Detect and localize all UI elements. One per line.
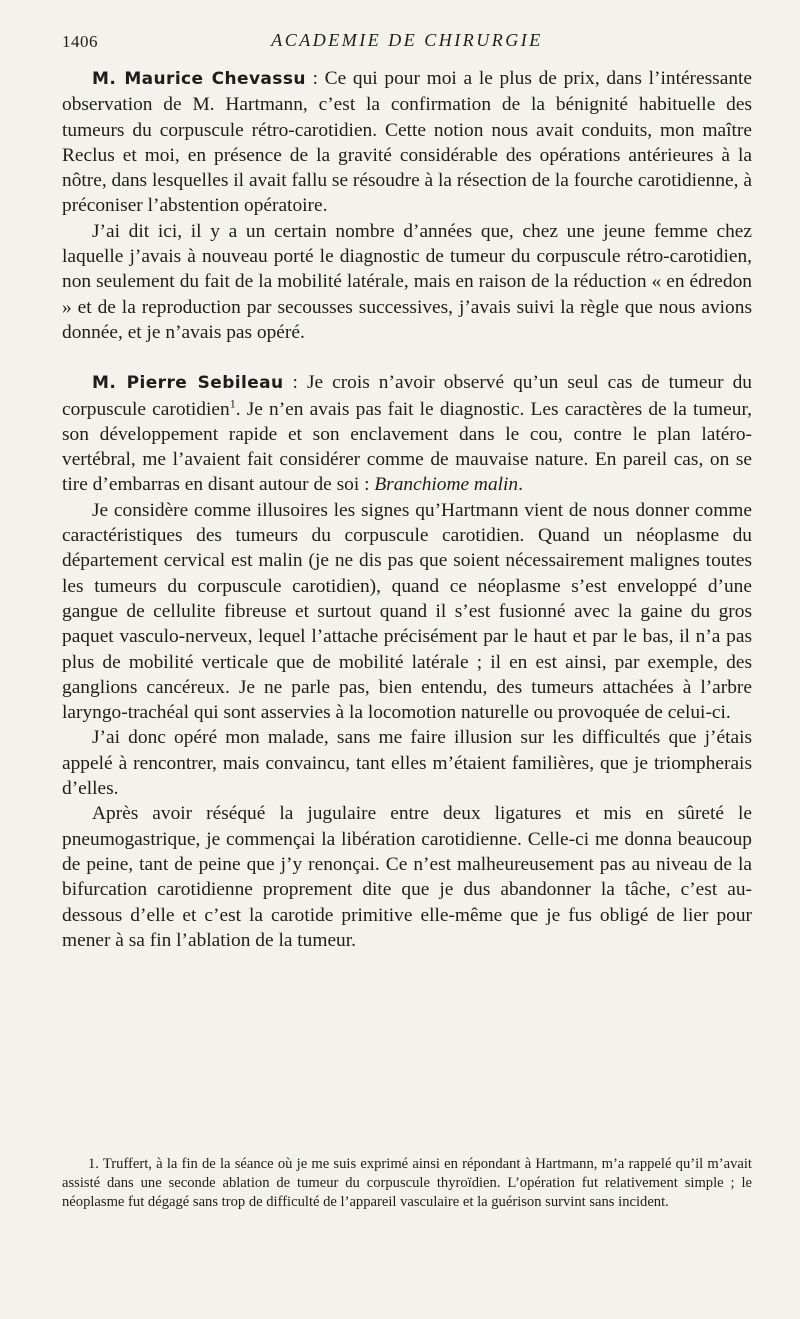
footnote-text: 1. Truffert, à la fin de la séance où je me suis exprimé ainsi en répondant à Hartmann, m’a rappelé qu’il m’avait assisté dans une seconde ablation de tumeur du corpuscule thyroïdien. L’opération fut relativement simple ; le néoplasme fut dégagé sans trop de difficulté de l’appareil vasculaire et la guérison survint sans incident. [62,1156,752,1210]
paragraph-sebileau-signs [62,498,752,726]
paragraph-text: . Je n’en avais pas fait le diagnostic. Les caractères de la tumeur, son développement rapide et son enclavement dans le cou, contre le plan latéro-vertébral, me l’avaient fait considérer comme de mauvaise nature. En pareil cas, on se tire d’embarras en disant autour de soi : [62,398,752,496]
footnote-reference[interactable]: 1 [229,396,236,411]
paragraph-sebileau-resection [62,801,752,953]
page-number: 1406 [62,32,98,51]
paragraph-sebileau-operation [62,725,752,801]
paragraph-text: . [518,474,523,496]
speaker-name: M. Maurice Chevassu [92,69,306,89]
footnote [62,1155,752,1212]
paragraph-text: Je considère comme illusoires les signes qu’Hartmann vient de nous donner comme caractéristiques des tumeurs du corpuscule carotidien. Quand un néoplasme du département cervical est malin (je ne dis pas que soient nécessairement malignes toutes les tumeurs du corpuscule carotidien), quand ce néoplasme s’est enveloppé d’une gangue de cellulite fibreuse et surtout quand il s’est fusionné avec la gaine du gros paquet vasculo-nerveux, lequel l’attache précisément par le haut et par le bas, il n’a pas plus de mobilité verticale que de mobilité latérale ; il en est ainsi, par exemple, des ganglions cancéreux. Je ne parle pas, bien entendu, des tumeurs attachées à l’arbre laryngo-trachéal qui sont asservies à la locomotion naturelle ou provoquée de celui-ci. [62,499,752,724]
paragraph-text: J’ai donc opéré mon malade, sans me faire illusion sur les difficultés que j’étais appelé à rencontrer, mais convaincu, tant elles m’étaient familières, que je triompherais d’elles. [62,727,752,800]
italic-term: Branchiome malin [374,474,519,496]
paragraph-text: Après avoir réséqué la jugulaire entre deux ligatures et mis en sûreté le pneumogastrique, je commençai la libération carotidienne. Celle-ci me donna beaucoup de peine, tant de peine que j’y renonçai. Ce n’est malheureusement pas au niveau de la bifurcation carotidienne proprement dite que je dus abandonner la tâche, c’est au-dessous d’elle et c’est la carotide primitive elle-même que je fus obligé de lier pour mener à sa fin l’ablation de la tumeur. [62,803,752,951]
paragraph-chevassu [62,66,752,219]
speaker-name: M. Pierre Sebileau [92,373,284,394]
body-text [62,66,752,953]
paragraph-text: : Ce qui pour moi a le plus de prix, dans l’intéressante observation de M. Hartmann, c’est la confirmation de la bénignité habituelle des tumeurs du corpuscule rétro-carotidien. Cette notion nous avait conduits, mon maître Reclus et moi, en présence de la gravité considérable des opérations antérieures à la nôtre, dans lesquelles il avait fallu se résoudre à la résection de la fourche carotidienne, à préconiser l’abstention opératoire. [62,68,753,217]
page-header [62,30,752,56]
paragraph-text: : Je crois n’avoir observé qu’un seul cas de tumeur du corpuscule carotidien [62,372,752,420]
paragraph-chevassu-continued [62,219,752,345]
paragraph-sebileau [62,370,752,497]
running-head: ACADEMIE DE CHIRURGIE [271,30,543,50]
paragraph-text: J’ai dit ici, il y a un certain nombre d’années que, chez une jeune femme chez laquelle j’avais à nouveau porté le diagnostic de tumeur du corpuscule rétro-carotidien, non seulement du fait de la mobilité latérale, mais en raison de la réduction « en édredon » et de la reproduction par secousses successives, j’avais suivi la règle que nous avions donnée, et je n’avais pas opéré. [62,220,752,343]
